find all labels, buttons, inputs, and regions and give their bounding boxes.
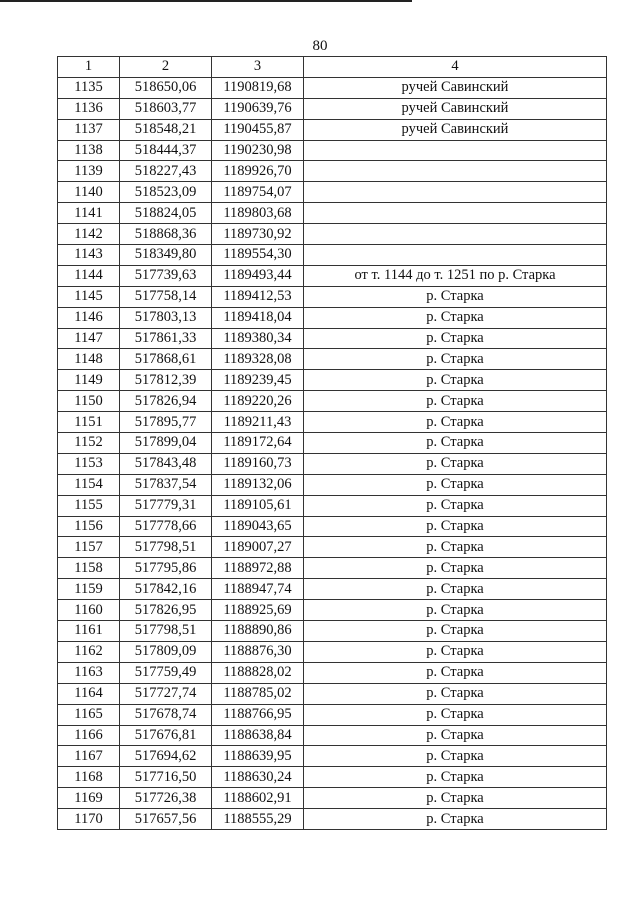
y-coordinate-cell: 1189554,30 (212, 245, 304, 266)
table-row (58, 495, 607, 516)
header-col-4: 4 (304, 57, 607, 78)
y-coordinate-cell: 1190230,98 (212, 140, 304, 161)
description-cell: р. Старка (304, 767, 607, 788)
table-row (58, 286, 607, 307)
table-row (58, 203, 607, 224)
point-number-cell: 1150 (58, 391, 120, 412)
description-cell (304, 203, 607, 224)
x-coordinate-cell: 517842,16 (120, 579, 212, 600)
y-coordinate-cell: 1189211,43 (212, 412, 304, 433)
description-cell: р. Старка (304, 391, 607, 412)
y-coordinate-cell: 1188972,88 (212, 558, 304, 579)
point-number-cell: 1141 (58, 203, 120, 224)
description-cell: р. Старка (304, 788, 607, 809)
y-coordinate-cell: 1189172,64 (212, 433, 304, 454)
y-coordinate-cell: 1189043,65 (212, 516, 304, 537)
header-col-1: 1 (58, 57, 120, 78)
point-number-cell: 1138 (58, 140, 120, 161)
y-coordinate-cell: 1189105,61 (212, 495, 304, 516)
y-coordinate-cell: 1189380,34 (212, 328, 304, 349)
x-coordinate-cell: 517837,54 (120, 474, 212, 495)
table-header-row (58, 57, 607, 78)
table-row (58, 328, 607, 349)
description-cell: р. Старка (304, 579, 607, 600)
description-cell: р. Старка (304, 537, 607, 558)
table-row (58, 161, 607, 182)
point-number-cell: 1167 (58, 746, 120, 767)
table-row (58, 579, 607, 600)
x-coordinate-cell: 517895,77 (120, 412, 212, 433)
description-cell: р. Старка (304, 286, 607, 307)
table-row (58, 662, 607, 683)
point-number-cell: 1165 (58, 704, 120, 725)
x-coordinate-cell: 517657,56 (120, 809, 212, 830)
y-coordinate-cell: 1189007,27 (212, 537, 304, 558)
point-number-cell: 1146 (58, 307, 120, 328)
point-number-cell: 1163 (58, 662, 120, 683)
point-number-cell: 1159 (58, 579, 120, 600)
description-cell: р. Старка (304, 328, 607, 349)
point-number-cell: 1170 (58, 809, 120, 830)
x-coordinate-cell: 518349,80 (120, 245, 212, 266)
x-coordinate-cell: 517809,09 (120, 641, 212, 662)
description-cell: р. Старка (304, 495, 607, 516)
x-coordinate-cell: 517798,51 (120, 621, 212, 642)
y-coordinate-cell: 1189132,06 (212, 474, 304, 495)
x-coordinate-cell: 517861,33 (120, 328, 212, 349)
x-coordinate-cell: 517778,66 (120, 516, 212, 537)
y-coordinate-cell: 1189412,53 (212, 286, 304, 307)
table-row (58, 725, 607, 746)
description-cell: р. Старка (304, 746, 607, 767)
y-coordinate-cell: 1188890,86 (212, 621, 304, 642)
table-row (58, 245, 607, 266)
description-cell (304, 224, 607, 245)
table-row (58, 621, 607, 642)
y-coordinate-cell: 1188638,84 (212, 725, 304, 746)
point-number-cell: 1148 (58, 349, 120, 370)
description-cell: р. Старка (304, 621, 607, 642)
x-coordinate-cell: 517727,74 (120, 683, 212, 704)
y-coordinate-cell: 1189328,08 (212, 349, 304, 370)
description-cell: р. Старка (304, 370, 607, 391)
table-row (58, 537, 607, 558)
description-cell: р. Старка (304, 349, 607, 370)
point-number-cell: 1149 (58, 370, 120, 391)
point-number-cell: 1156 (58, 516, 120, 537)
point-number-cell: 1143 (58, 245, 120, 266)
page-number: 80 (312, 38, 328, 54)
point-number-cell: 1135 (58, 77, 120, 98)
x-coordinate-cell: 517826,95 (120, 600, 212, 621)
description-cell: р. Старка (304, 641, 607, 662)
x-coordinate-cell: 518444,37 (120, 140, 212, 161)
table-row (58, 265, 607, 286)
table-row (58, 453, 607, 474)
x-coordinate-cell: 517678,74 (120, 704, 212, 725)
table-row (58, 370, 607, 391)
description-cell: р. Старка (304, 412, 607, 433)
description-cell: р. Старка (304, 600, 607, 621)
description-cell: р. Старка (304, 433, 607, 454)
y-coordinate-cell: 1188947,74 (212, 579, 304, 600)
table-row (58, 683, 607, 704)
y-coordinate-cell: 1188828,02 (212, 662, 304, 683)
table-row (58, 433, 607, 454)
table-row (58, 788, 607, 809)
y-coordinate-cell: 1190455,87 (212, 119, 304, 140)
y-coordinate-cell: 1189160,73 (212, 453, 304, 474)
point-number-cell: 1139 (58, 161, 120, 182)
x-coordinate-cell: 518603,77 (120, 98, 212, 119)
table-row (58, 474, 607, 495)
y-coordinate-cell: 1189239,45 (212, 370, 304, 391)
point-number-cell: 1160 (58, 600, 120, 621)
description-cell: р. Старка (304, 453, 607, 474)
description-cell: р. Старка (304, 474, 607, 495)
y-coordinate-cell: 1190639,76 (212, 98, 304, 119)
y-coordinate-cell: 1188876,30 (212, 641, 304, 662)
y-coordinate-cell: 1189730,92 (212, 224, 304, 245)
x-coordinate-cell: 517676,81 (120, 725, 212, 746)
y-coordinate-cell: 1188766,95 (212, 704, 304, 725)
table-row (58, 119, 607, 140)
x-coordinate-cell: 517726,38 (120, 788, 212, 809)
point-number-cell: 1140 (58, 182, 120, 203)
table-row (58, 641, 607, 662)
description-cell: ручей Савинский (304, 98, 607, 119)
y-coordinate-cell: 1188602,91 (212, 788, 304, 809)
point-number-cell: 1144 (58, 265, 120, 286)
y-coordinate-cell: 1189803,68 (212, 203, 304, 224)
description-cell: р. Старка (304, 662, 607, 683)
x-coordinate-cell: 518523,09 (120, 182, 212, 203)
point-number-cell: 1158 (58, 558, 120, 579)
y-coordinate-cell: 1188639,95 (212, 746, 304, 767)
description-cell: р. Старка (304, 725, 607, 746)
point-number-cell: 1162 (58, 641, 120, 662)
table-row (58, 516, 607, 537)
x-coordinate-cell: 517795,86 (120, 558, 212, 579)
description-cell (304, 245, 607, 266)
table-row (58, 767, 607, 788)
table-row (58, 391, 607, 412)
x-coordinate-cell: 517798,51 (120, 537, 212, 558)
point-number-cell: 1169 (58, 788, 120, 809)
point-number-cell: 1142 (58, 224, 120, 245)
table-row (58, 307, 607, 328)
description-cell (304, 182, 607, 203)
x-coordinate-cell: 518824,05 (120, 203, 212, 224)
description-cell: ручей Савинский (304, 119, 607, 140)
point-number-cell: 1137 (58, 119, 120, 140)
description-cell (304, 140, 607, 161)
y-coordinate-cell: 1190819,68 (212, 77, 304, 98)
table-row (58, 809, 607, 830)
table-row (58, 349, 607, 370)
table-row (58, 600, 607, 621)
x-coordinate-cell: 517758,14 (120, 286, 212, 307)
header-col-2: 2 (120, 57, 212, 78)
point-number-cell: 1136 (58, 98, 120, 119)
x-coordinate-cell: 517812,39 (120, 370, 212, 391)
point-number-cell: 1152 (58, 433, 120, 454)
x-coordinate-cell: 517694,62 (120, 746, 212, 767)
description-cell: р. Старка (304, 809, 607, 830)
x-coordinate-cell: 518227,43 (120, 161, 212, 182)
x-coordinate-cell: 517826,94 (120, 391, 212, 412)
point-number-cell: 1164 (58, 683, 120, 704)
y-coordinate-cell: 1188555,29 (212, 809, 304, 830)
y-coordinate-cell: 1189220,26 (212, 391, 304, 412)
point-number-cell: 1151 (58, 412, 120, 433)
table-row (58, 704, 607, 725)
point-number-cell: 1168 (58, 767, 120, 788)
y-coordinate-cell: 1188925,69 (212, 600, 304, 621)
y-coordinate-cell: 1189754,07 (212, 182, 304, 203)
point-number-cell: 1155 (58, 495, 120, 516)
description-cell: р. Старка (304, 683, 607, 704)
y-coordinate-cell: 1189926,70 (212, 161, 304, 182)
point-number-cell: 1157 (58, 537, 120, 558)
x-coordinate-cell: 517716,50 (120, 767, 212, 788)
table-body (58, 77, 607, 829)
table-row (58, 412, 607, 433)
table-row (58, 182, 607, 203)
description-cell: р. Старка (304, 516, 607, 537)
x-coordinate-cell: 518650,06 (120, 77, 212, 98)
table-row (58, 224, 607, 245)
table-row (58, 140, 607, 161)
table-row (58, 558, 607, 579)
x-coordinate-cell: 517868,61 (120, 349, 212, 370)
x-coordinate-cell: 518868,36 (120, 224, 212, 245)
x-coordinate-cell: 517759,49 (120, 662, 212, 683)
point-number-cell: 1147 (58, 328, 120, 349)
x-coordinate-cell: 517739,63 (120, 265, 212, 286)
y-coordinate-cell: 1188630,24 (212, 767, 304, 788)
table-row (58, 77, 607, 98)
x-coordinate-cell: 517843,48 (120, 453, 212, 474)
description-cell: р. Старка (304, 704, 607, 725)
x-coordinate-cell: 517779,31 (120, 495, 212, 516)
point-number-cell: 1161 (58, 621, 120, 642)
y-coordinate-cell: 1189493,44 (212, 265, 304, 286)
description-cell: р. Старка (304, 558, 607, 579)
description-cell: от т. 1144 до т. 1251 по р. Старка (304, 265, 607, 286)
description-cell: ручей Савинский (304, 77, 607, 98)
header-col-3: 3 (212, 57, 304, 78)
point-number-cell: 1154 (58, 474, 120, 495)
x-coordinate-cell: 517899,04 (120, 433, 212, 454)
coordinates-table (57, 56, 607, 830)
description-cell: р. Старка (304, 307, 607, 328)
point-number-cell: 1153 (58, 453, 120, 474)
x-coordinate-cell: 518548,21 (120, 119, 212, 140)
x-coordinate-cell: 517803,13 (120, 307, 212, 328)
y-coordinate-cell: 1188785,02 (212, 683, 304, 704)
point-number-cell: 1166 (58, 725, 120, 746)
table-row (58, 746, 607, 767)
table-row (58, 98, 607, 119)
point-number-cell: 1145 (58, 286, 120, 307)
description-cell (304, 161, 607, 182)
y-coordinate-cell: 1189418,04 (212, 307, 304, 328)
top-border-line (0, 0, 412, 2)
